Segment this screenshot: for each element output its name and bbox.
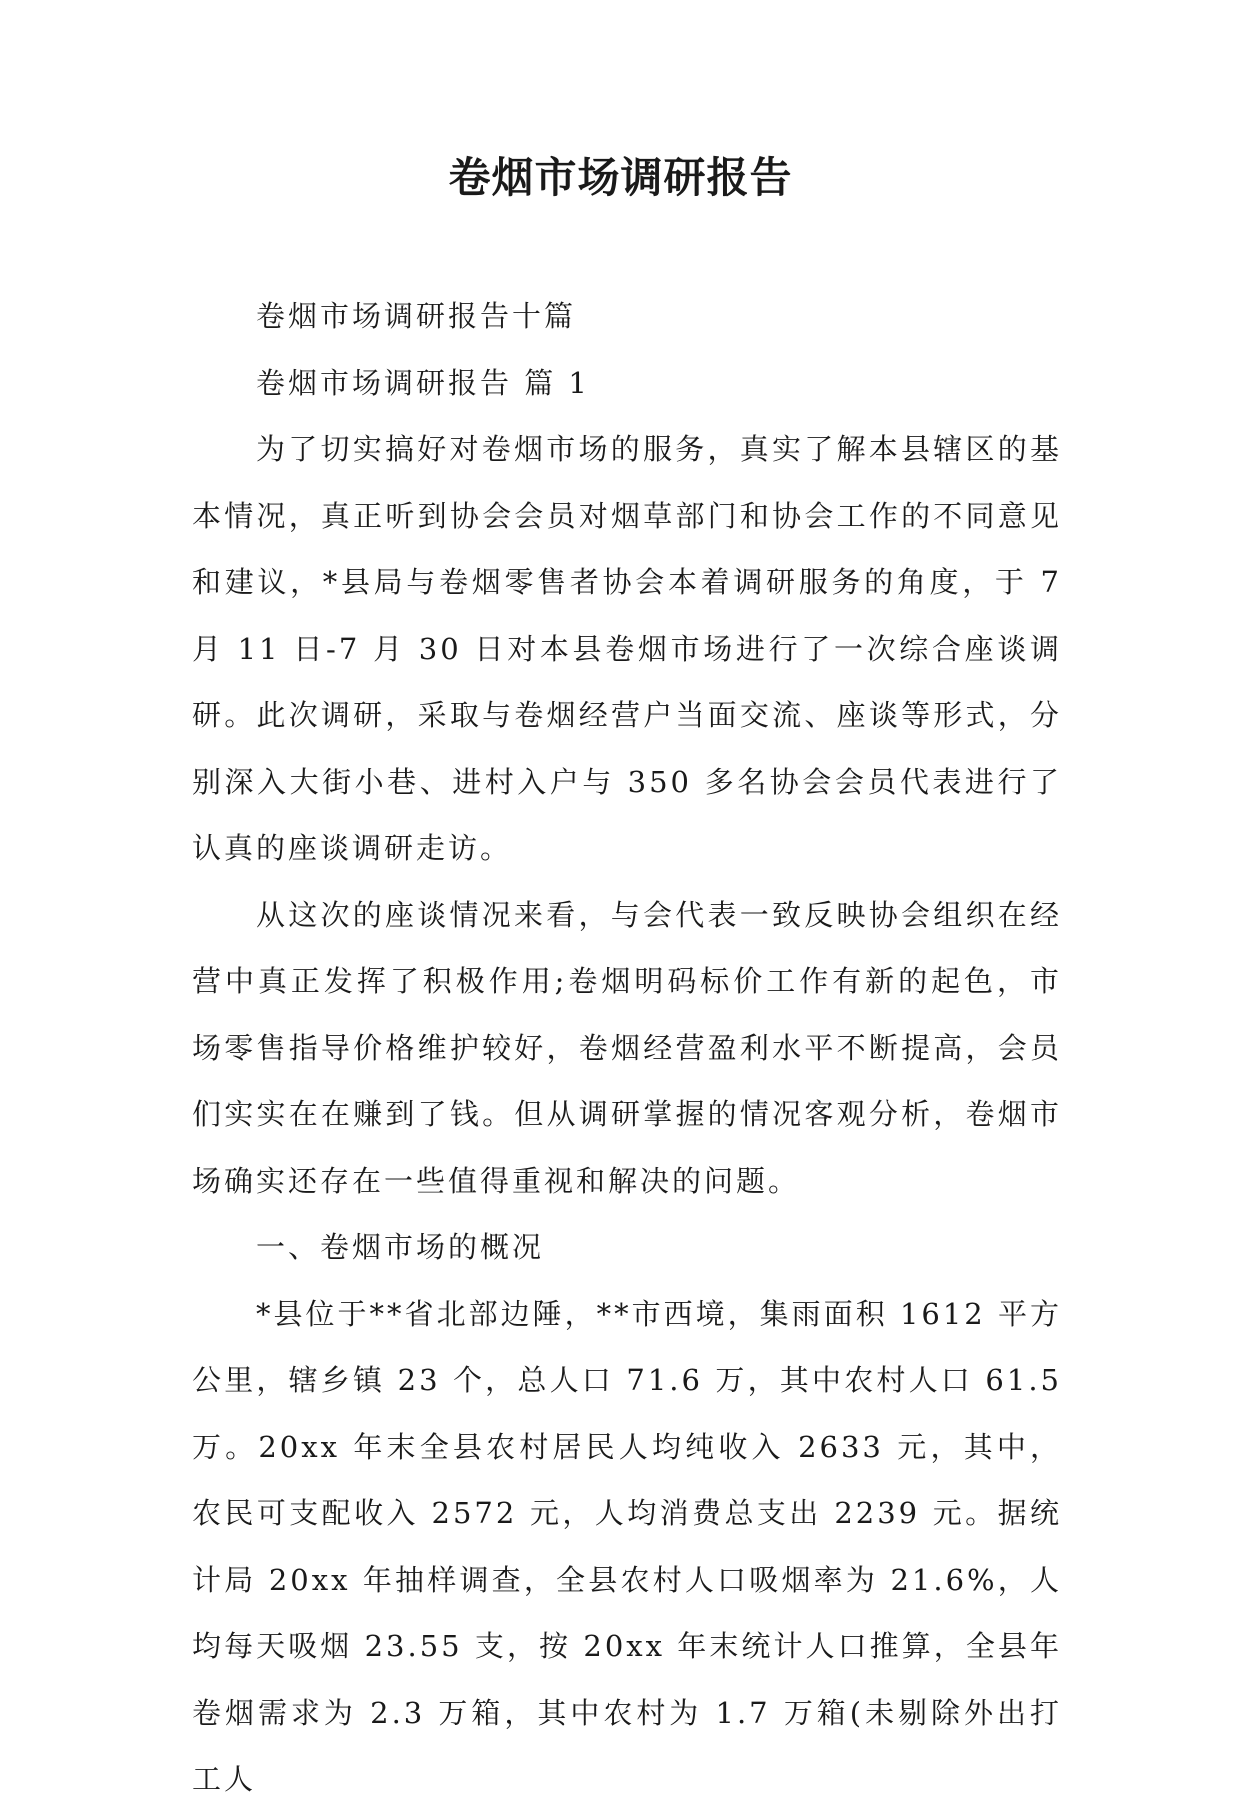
section-heading-overview: 一、卷烟市场的概况 bbox=[256, 1230, 545, 1264]
body-paragraph: 为了切实搞好对卷烟市场的服务，真实了解本县辖区的基本情况，真正听到协会会员对烟草部门和协会工作的不同意见和建议，*县局与卷烟零售者协会本着调研服务的角度，于 7 月 11 日-7 月 30 日对本县卷烟市场进行了一次综合座谈调研。此次调研，采取与卷烟经营户当面交流、座谈等形式，分别深入大街小巷、进村入户与 350 多名协会会员代表进行了认真的座谈调研走访。 bbox=[192, 432, 1062, 865]
subtitle-collection: 卷烟市场调研报告十篇 bbox=[256, 299, 577, 333]
section-heading-part-1: 卷烟市场调研报告 篇 1 bbox=[256, 365, 590, 400]
body-paragraph: 从这次的座谈情况来看，与会代表一致反映协会组织在经营中真正发挥了积极作用;卷烟明码标价工作有新的起色，市场零售指导价格维护较好，卷烟经营盈利水平不断提高，会员们实实在在赚到了钱。但从调研掌握的情况客观分析，卷烟市场确实还存在一些值得重视和解决的问题。 bbox=[192, 897, 1062, 1198]
body-paragraph: *县位于**省北部边陲，**市西境，集雨面积 1612 平方公里，辖乡镇 23 个，总人口 71.6 万，其中农村人口 61.5 万。20xx 年末全县农村居民人均纯收入 2633 元，其中，农民可支配收入 2572 元，人均消费总支出 2239 元。据统计局 20xx 年抽样调查，全县农村人口吸烟率为 21.6%，人均每天吸烟 23.55 支，按 20xx 年末统计人口推算，全县年卷烟需求为 2.3 万箱，其中农村为 1.7 万箱(未剔除外出打工人 bbox=[192, 1296, 1062, 1796]
document-title: 卷烟市场调研报告 bbox=[448, 153, 793, 202]
document-body bbox=[192, 283, 1062, 1813]
